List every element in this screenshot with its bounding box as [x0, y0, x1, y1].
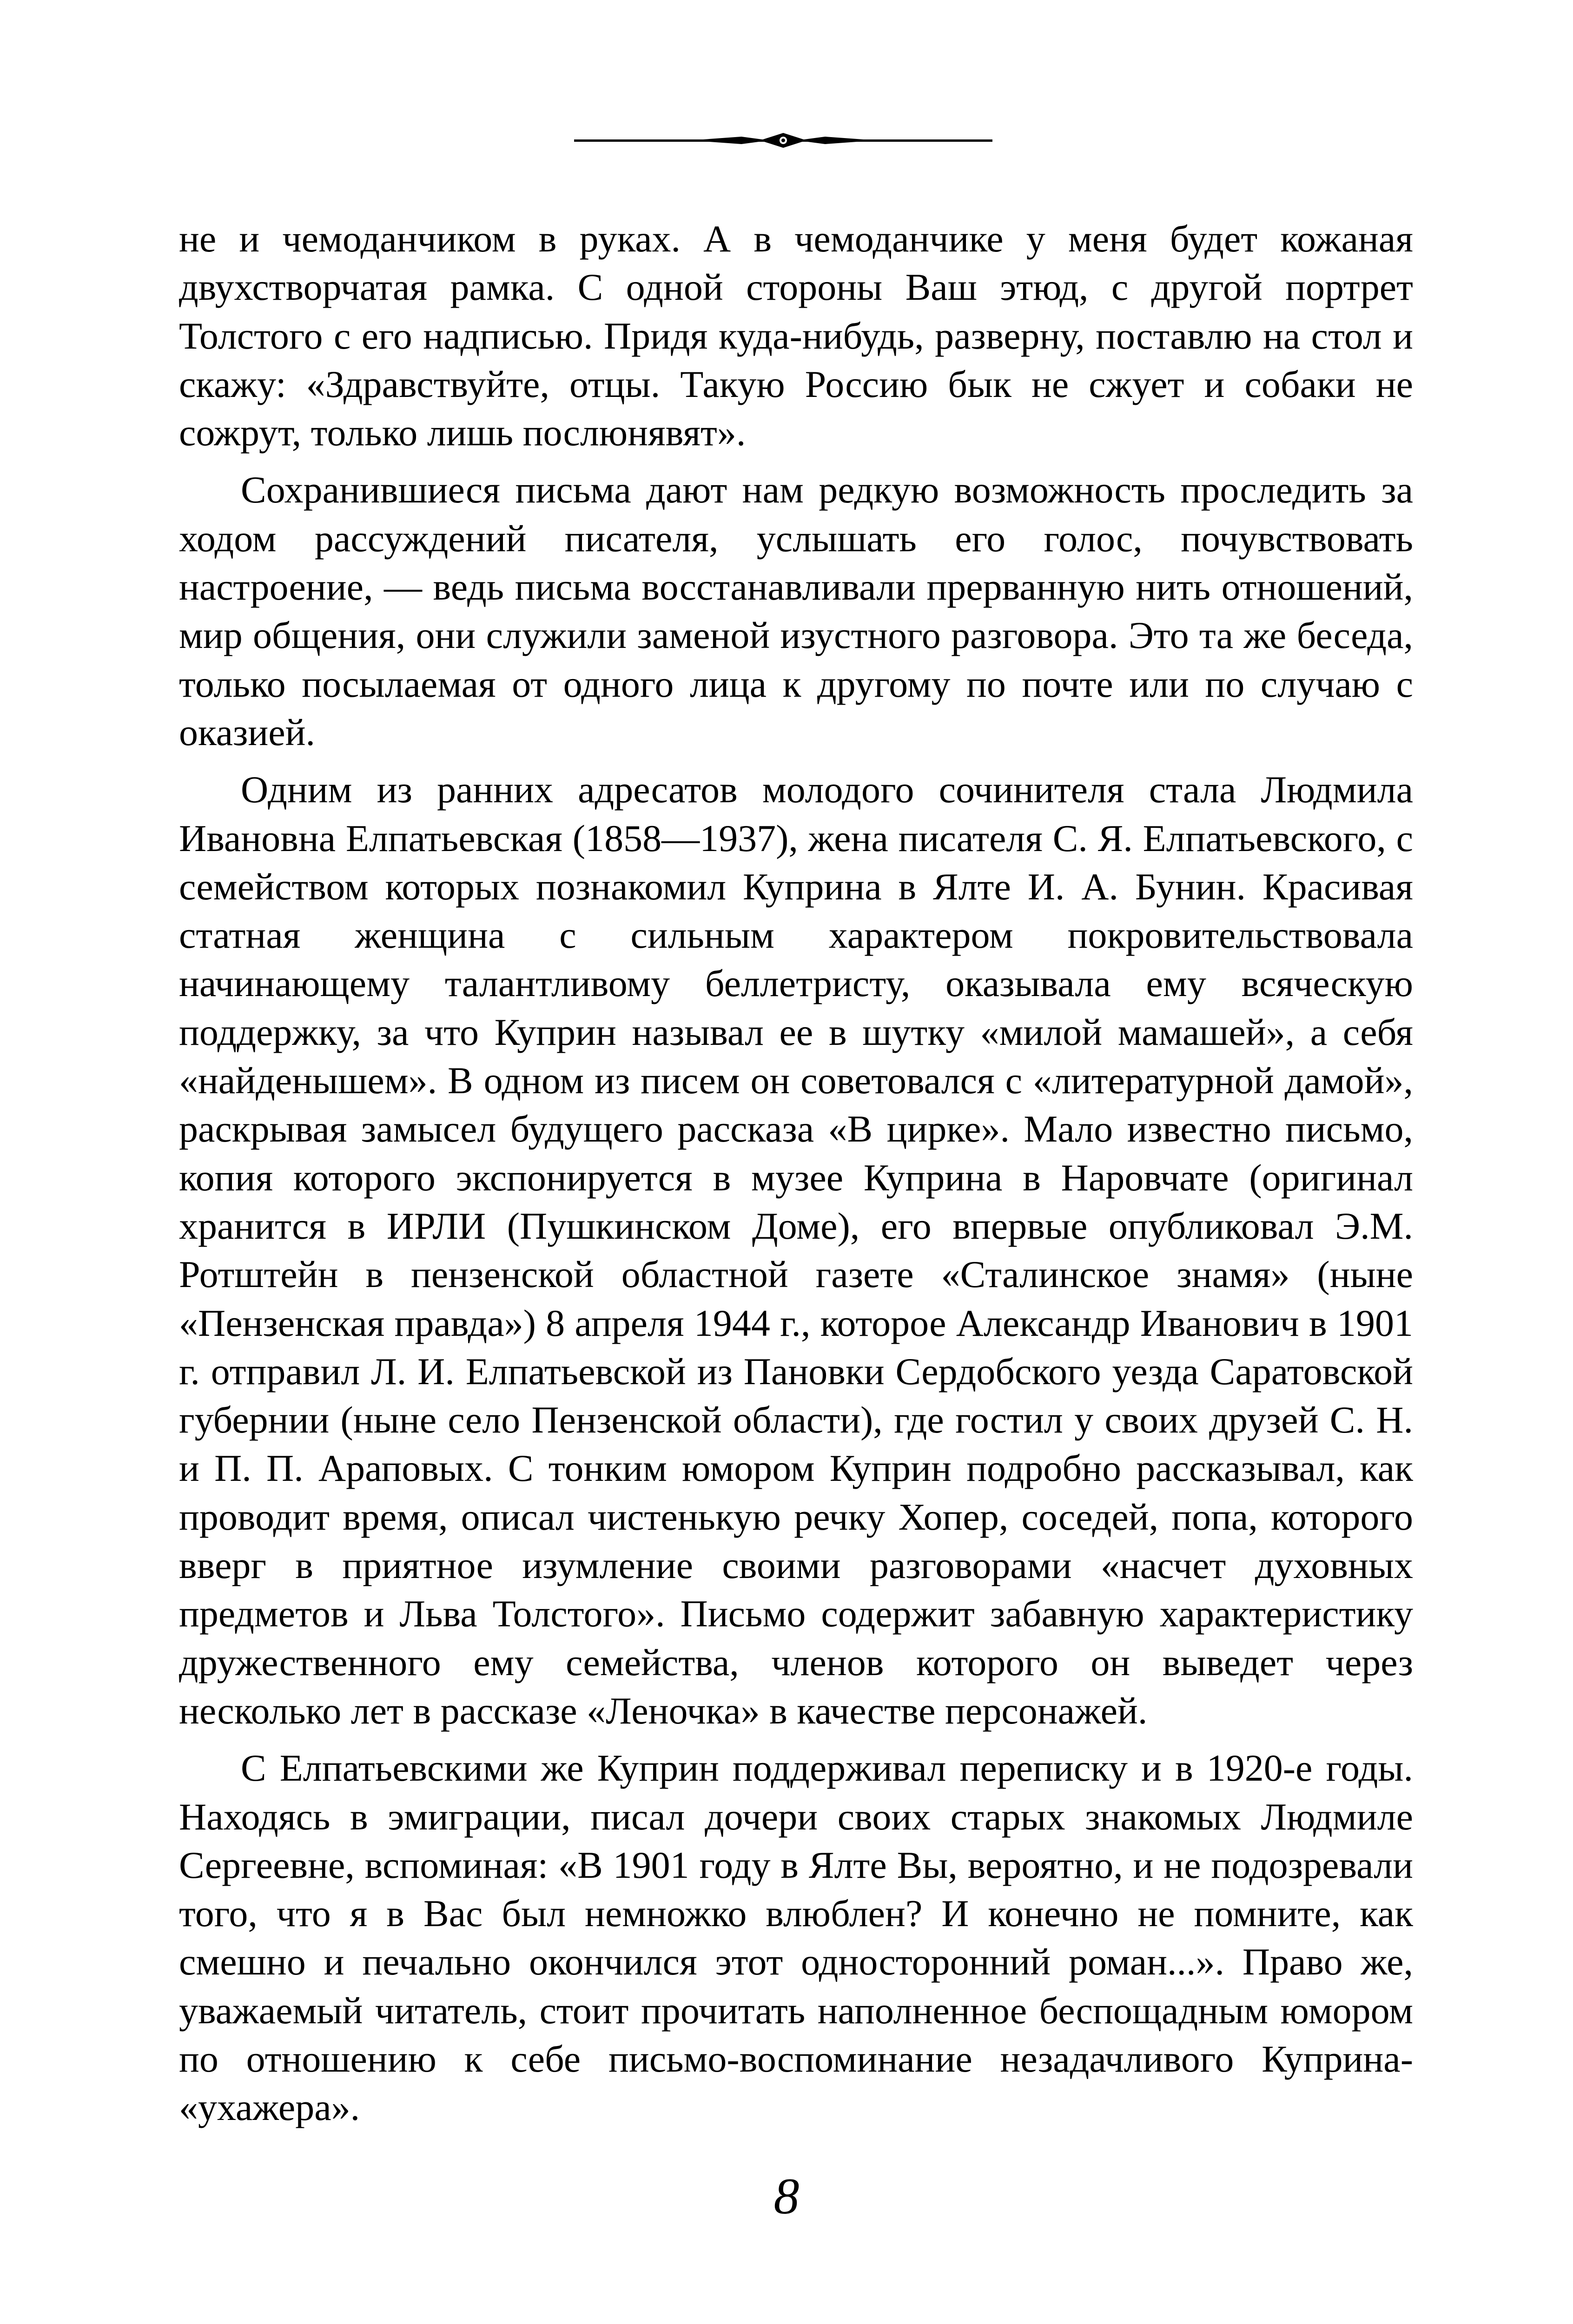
page-number: 8	[773, 2168, 800, 2225]
paragraph-continuation: не и чемоданчиком в руках. А в чемоданчике у меня будет кожаная двухстворчатая рамка. С одной стороны Ваш этюд, с другой портрет Толстого с его надписью. Придя куда-нибудь, разверну, поставлю на стол и скажу: «Здравствуйте, отцы. Такую Россию бык не сжует и собаки не сожрут, только лишь послюнявят».	[179, 218, 1413, 454]
paragraph-elpatievskaya: Одним из ранних адресатов молодого сочинителя стала Людмила Ивановна Елпатьевская (1858—1937), жена писателя С. Я. Елпатьевского, с семейством которых познакомил Куприна в Ялте И. А. Бунин. Красивая статная женщина с сильным характером покровительствовала начинающему талантливому беллетристу, оказывала ему всяческую поддержку, за что Куприн называл ее в шутку «милой мамашей», а себя «найденышем». В одном из писем он советовался с «литературной дамой», раскрывая замысел будущего рассказа «В цирке». Мало известно письмо, копия которого экспонируется в музее Куприна в Наровчате (оригинал хранится в ИРЛИ (Пушкинском Доме), его впервые опубликовал Э.М. Ротштейн в пензенской областной газете «Сталинское знамя» (ныне «Пензенская правда») 8 апреля 1944 г., которое Александр Иванович в 1901 г. отправил Л. И. Елпатьевской из Пановки Сердобского уезда Саратовской губернии (ныне село Пензенской области), где гостил у своих друзей С. Н. и П. П. Араповых. С тонким юмором Куприн подробно рассказывал, как проводит время, описал чистенькую речку Хопер, соседей, попа, которого вверг в приятное изумление своими разговорами «насчет духовных предметов и Льва Толстого». Письмо содержит забавную характеристику дружественного ему семейства, членов которого он выведет через несколько лет в рассказе «Леночка» в качестве персонажей.	[179, 768, 1413, 1732]
paragraph-letters: Сохранившиеся письма дают нам редкую возможность проследить за ходом рассуждений писателя, услышать его голос, почувствовать настроение, — ведь письма восстанавливали прерванную нить отношений, мир общения, они служили заменой изустного разговора. Это та же беседа, только посылаемая от одного лица к другому по почте или по случаю с оказией.	[179, 469, 1413, 753]
body-text	[179, 215, 1413, 2132]
paragraph-emigration: С Елпатьевскими же Куприн поддерживал переписку и в 1920-е годы. Находясь в эмиграции, писал дочери своих старых знакомых Людмиле Сергеевне, вспоминая: «В 1901 году в Ялте Вы, вероятно, и не подозревали того, что я в Вас был немножко влюблен? И конечно не помните, как смешно и печально окончился этот односторонний роман...». Право же, уважаемый читатель, стоит прочитать наполненное беспощадным юмором по отношению к себе письмо-воспоминание незадачливого Куприна- «ухажера».	[179, 1747, 1413, 2129]
header-ornament-divider	[574, 126, 992, 154]
